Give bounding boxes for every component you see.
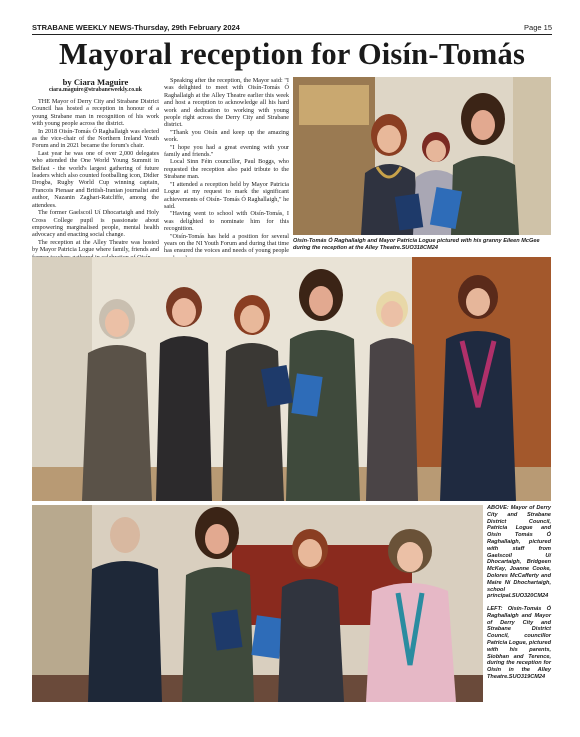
caption-left: LEFT: Oisín-Tomás Ó Raghallaigh and Mayor of Derry City and Strabane District Council, councillor Patricia Logue, pictured with his parents, Siobhan and Terence, during the reception for Oisín in the Alley Theatre.SUO319CM24	[487, 606, 551, 680]
paragraph: "I attended a reception held by Mayor Patricia Logue at my request to mark the significant achievements of Oisín- Tomás Ó Raghallaigh," he said.	[164, 180, 289, 210]
photo-family	[32, 505, 483, 702]
paragraph: "Thank you Oisín and keep up the amazing work.	[164, 128, 289, 144]
byline: by Ciara Maguire	[62, 77, 129, 87]
article-column-1	[32, 77, 159, 261]
publication-line: STRABANE WEEKLY NEWS-Thursday, 29th February 2024	[32, 23, 240, 32]
photo-group-staff	[32, 257, 551, 501]
paragraph: In 2018 Oisín-Tomás Ó Raghallaigh was elected as the vice-chair of the Northern Ireland Youth Forum and in 2021 became the forum's chair.	[32, 127, 159, 150]
paragraph: Speaking after the reception, the Mayor said: "I was delighted to meet with Oisín-Tomás Ó Raghallaigh at the Alley Theatre earlier this week and host a reception to acknowledge all his hard work and dedication to working with young people right across the Derry City and Strabane district.	[164, 77, 289, 129]
caption-top-photo: Oisín-Tomás Ó Raghallaigh and Mayor Patricia Logue pictured with his granny Eileen McGee during the reception at the Alley Theatre.SUO318CM24	[293, 238, 540, 251]
photo-top-right	[293, 77, 551, 235]
paragraph: Last year he was one of over 2,000 delegates who attended the One World Young Summit in Belfast - the world's largest gathering of future leaders which also counted footballing icon, Didier Drogba, Rugby World Cup winning captain, Francois Pienaar and British-Iranian journalist and author, Nazanin Zaghari-Ratcliffe, among the attendees.	[32, 149, 159, 209]
caption-above: ABOVE: Mayor of Derry City and Strabane District Council, Patricia Logue and Oisín Tomás Ó Raghallaigh, pictured with staff from Gaelscoil Uí Dhocartaigh, Bridgeen McKay, Joanne Cooke, Dolores McCafferty and Maire Ní Dhochartaigh, school principal.SUO320CM24	[487, 505, 551, 600]
article-column-2	[164, 77, 289, 277]
paragraph: THE Mayor of Derry City and Strabane District Council has hosted a reception in honour of a young Strabane man in recognition of his work with young people across the district.	[32, 98, 159, 128]
page-number: Page 15	[524, 23, 552, 32]
headline: Mayoral reception for Oisín-Tomás	[58, 37, 526, 71]
paragraph: The reception at the Alley Theatre was hosted by Mayor Patricia Logue where family, friends and	[32, 238, 159, 254]
page-header	[32, 23, 552, 35]
author-email[interactable]: ciara.maguire@strabaneweekly.co.uk	[48, 87, 143, 93]
paragraph: The former Gaelscoil Uí Dhocartaigh and Holy Cross College pupil is passionate about empowering marginalised people, mental health advocacy and enacting social change.	[32, 209, 159, 239]
paragraph: "I hope you had a great evening with your family and friends."	[164, 143, 289, 159]
paragraph: "Having went to school with Oisín-Tomás, I was delighted to nominate him for this recognition.	[164, 210, 289, 233]
paragraph: "Oisín-Tomás has held a position for several years on the NI Youth Forum and during that time has ensured the voices and needs of young people	[164, 232, 289, 255]
paragraph: Local Sinn Féin councillor, Paul Boggs, who requested the reception also paid tribute to the Strabane man.	[164, 158, 289, 181]
